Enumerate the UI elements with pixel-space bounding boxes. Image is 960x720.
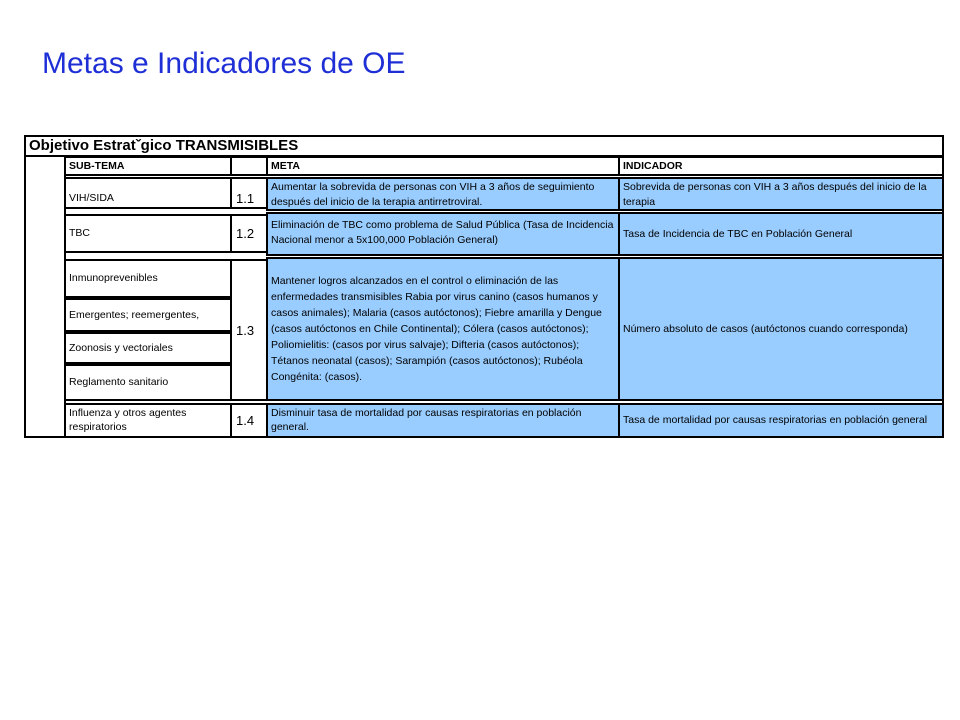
table-row-1-num: 1.1	[230, 177, 268, 209]
table-row-4-indicador: Tasa de mortalidad por causas respiratorias en población general	[618, 403, 944, 438]
table-row-2-indicador: Tasa de Incidencia de TBC en Población General	[618, 212, 944, 256]
header-num-blank	[230, 156, 268, 176]
table-row-3-subtema-1: Inmunoprevenibles	[64, 259, 232, 298]
table-row-2-subtema: TBC	[64, 214, 232, 253]
table-row-1-indicador: Sobrevida de personas con VIH a 3 años después del inicio de la terapia	[618, 177, 944, 211]
table-row-3-subtema-2: Emergentes; reemergentes,	[64, 298, 232, 332]
table-row-2-meta: Eliminación de TBC como problema de Salud Pública (Tasa de Incidencia Nacional menor a 5x100,000 Población General)	[266, 212, 620, 256]
goals-table	[24, 135, 944, 438]
table-row-3-meta: Mantener logros alcanzados en el control o eliminación de las enfermedades transmisibles Rabia por virus canino (casos humanos y casos animales); Malaria (casos autóctonos); Fiebre amarilla y Dengue (casos autóctonos en Chile Continental); Cólera (casos autóctonos); Poliomielitis: (casos por virus salvaje); Difteria (casos autóctonos); Tétanos neonatal (casos); Sarampión (casos autóctonos); Rubéola Congénita: (casos).	[266, 257, 620, 401]
table-row-2-num: 1.2	[230, 214, 268, 253]
table-row-3-subtema-4: Reglamento sanitario	[64, 364, 232, 401]
table-row-3-subtema-3: Zoonosis y vectoriales	[64, 332, 232, 364]
table-title: Objetivo Estratˇgico TRANSMISIBLES	[26, 137, 942, 157]
table-row-4-subtema: Influenza y otros agentes respiratorios	[64, 403, 232, 438]
header-indicador: INDICADOR	[618, 156, 944, 176]
header-meta: META	[266, 156, 620, 176]
table-row-1-meta: Aumentar la sobrevida de personas con VIH a 3 años de seguimiento después del inicio de la terapia antirretroviral.	[266, 177, 620, 211]
header-subtema: SUB-TEMA	[64, 156, 232, 176]
table-row-1-subtema: VIH/SIDA	[64, 177, 232, 209]
table-row-3-indicador: Número absoluto de casos (autóctonos cuando corresponda)	[618, 257, 944, 401]
table-row-3-num: 1.3	[230, 259, 268, 401]
table-row-4-num: 1.4	[230, 403, 268, 438]
table-row-4-meta: Disminuir tasa de mortalidad por causas respiratorias en población general.	[266, 403, 620, 438]
slide-title: Metas e Indicadores de OE	[42, 47, 406, 80]
